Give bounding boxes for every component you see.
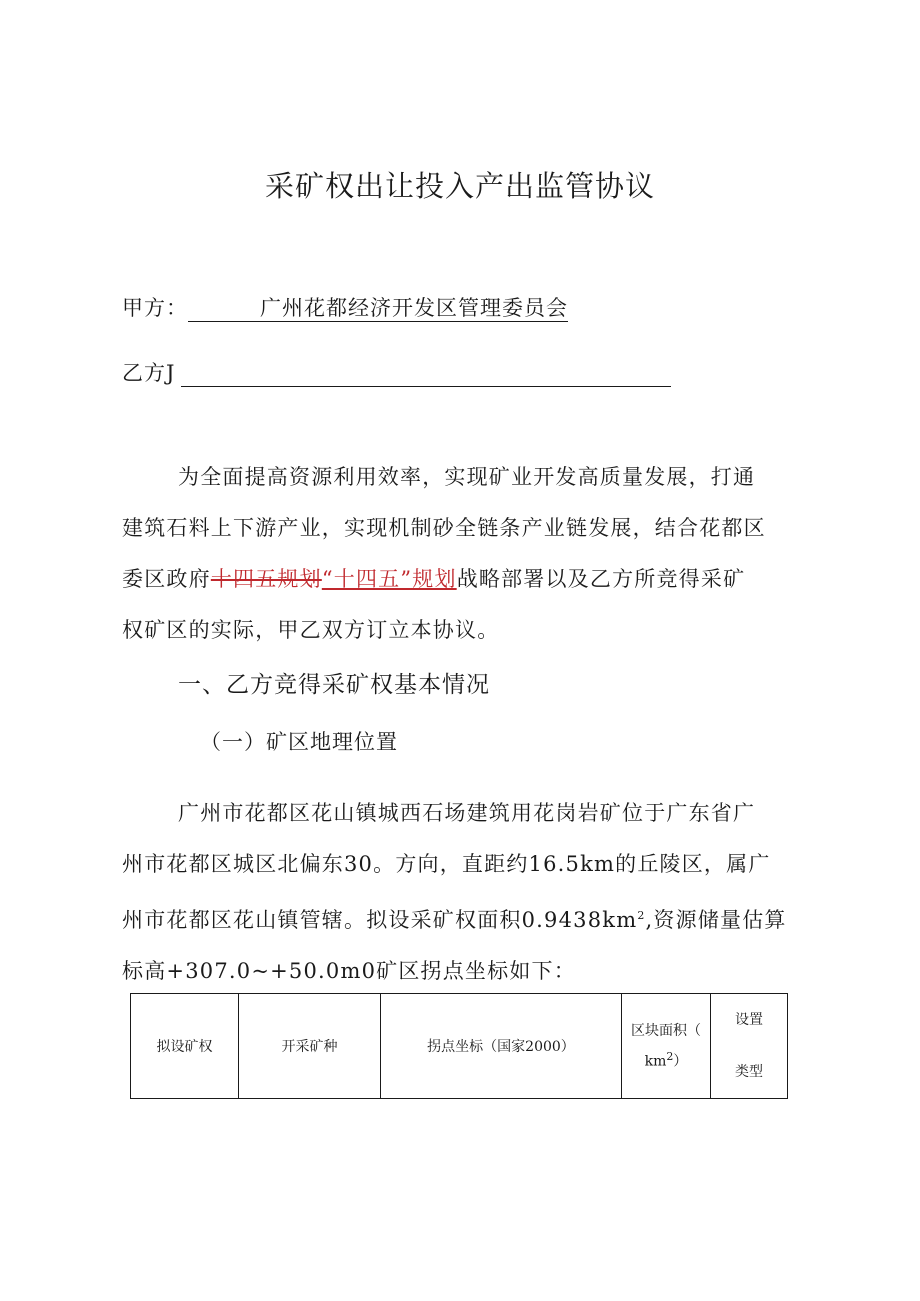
header-corner-coordinates: 拐点坐标（国家2000） [381,994,622,1099]
document-title: 采矿权出让投入产出监管协议 [264,169,655,203]
tracked-deletion: 十四五规划 [210,567,322,591]
party-a [122,292,568,322]
header-mining-right: 拟设矿权 [131,994,239,1099]
intro-line: 委区政府十四五规划“十四五”规划战略部署以及乙方所竞得采矿 [122,567,746,591]
intro-line: 建筑石料上下游产业，实现机制砂全链条产业链发展，结合花都区 [122,516,766,540]
intro-paragraph [122,452,766,656]
section-heading: 一、乙方竞得采矿权基本情况 [178,672,490,698]
location-line: 州市花都区城区北偏东30。方向，直距约16.5km的丘陵区，属广 [122,852,771,876]
party-a-label: 甲方： [122,296,188,320]
intro-line: 权矿区的实际，甲乙双方订立本协议。 [122,618,500,642]
location-line: 标高+307.0~+50.0m0矿区拐点坐标如下： [122,959,576,983]
party-b [122,357,671,387]
location-line: 州市花都区花山镇管辖。拟设采矿权面积$0.9438km^2$,资源储量估算 [122,908,787,932]
header-mineral-type: 开采矿种 [239,994,381,1099]
subsection-heading: （一）矿区地理位置 [200,730,398,754]
location-line: 广州市花都区花山镇城西石场建筑用花岗岩矿位于广东省广 [178,801,756,825]
party-b-blank-line [181,363,671,387]
header-block-area: 区块面积（ $km^2$） [622,994,711,1099]
intro-line: 为全面提高资源利用效率，实现矿业开发高质量发展，打通 [178,465,756,489]
tracked-insertion: “十四五”规划 [321,567,457,591]
header-setting-type: 设置 类型 [711,994,788,1099]
table-header-row [131,994,788,1099]
party-a-name: 广州花都经济开发区管理委员会 [188,295,568,322]
party-b-label: 乙方J [122,361,176,385]
coordinates-table [130,993,788,1099]
location-paragraph [122,788,787,997]
